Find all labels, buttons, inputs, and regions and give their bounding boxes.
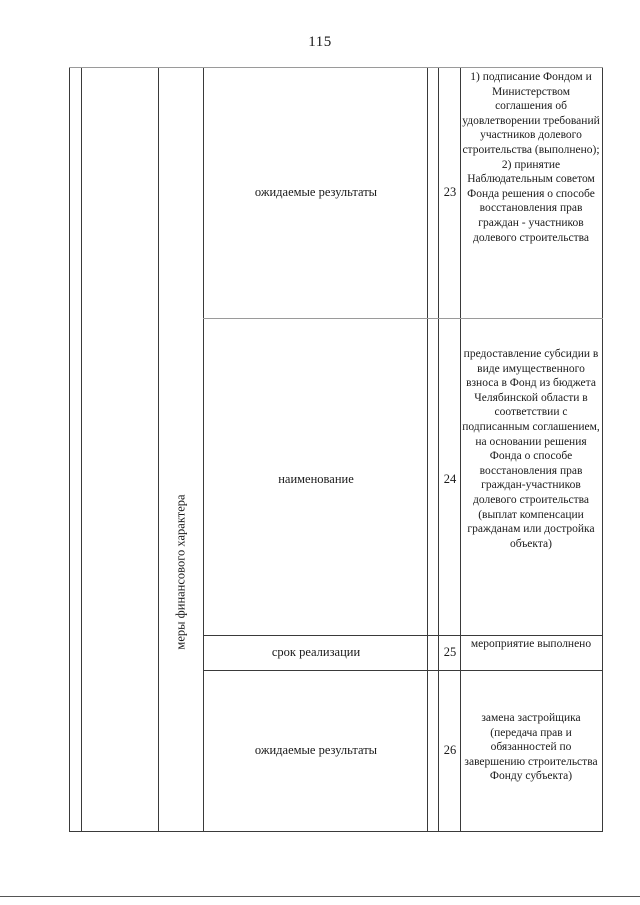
row-label: наименование xyxy=(278,472,354,486)
table-divider xyxy=(203,67,204,832)
row-number: 24 xyxy=(443,472,457,486)
row-label: срок реализации xyxy=(271,645,361,659)
row-value: предоставление субсидии в виде имущественного взноса в Фонд из бюджета Челябинской области в соответствии с подписанным соглашением, на основании решения Фонда о способе восстановления прав граждан-участников долевого строительства (выплат компенсации гражданам или достройка объекта) xyxy=(462,348,600,550)
row-separator xyxy=(203,670,603,671)
table-border-right xyxy=(602,67,603,832)
table-divider xyxy=(81,67,82,832)
table-divider xyxy=(460,67,461,832)
row-value: 1) подписание Фондом и Министерством соглашения об удовлетворении требований участников долевого строительства (выполнено); 2) принятие Наблюдательным советом Фонда решения о способе восстановления прав граждан - участников долевого строительства xyxy=(462,71,600,244)
row-separator xyxy=(203,318,603,319)
group-label: меры финансового характера xyxy=(173,494,188,650)
row-label: ожидаемые результаты xyxy=(254,743,378,757)
page-bottom-rule xyxy=(0,896,640,897)
table-divider xyxy=(438,67,439,832)
row-label: ожидаемые результаты xyxy=(254,185,378,199)
row-number: 23 xyxy=(443,185,457,199)
table-border-left xyxy=(69,67,70,832)
row-number: 25 xyxy=(443,645,457,659)
row-separator xyxy=(203,635,603,636)
row-value: замена застройщика (передача прав и обязанностей по завершению строительства Фонду субъекта) xyxy=(464,712,598,783)
page-number: 115 xyxy=(308,34,332,50)
table-divider xyxy=(427,67,428,832)
row-value: мероприятие выполнено xyxy=(470,638,592,650)
table-divider xyxy=(158,67,159,832)
table-border-bottom xyxy=(69,831,603,832)
row-number: 26 xyxy=(443,743,457,757)
table-border-top xyxy=(69,67,603,68)
